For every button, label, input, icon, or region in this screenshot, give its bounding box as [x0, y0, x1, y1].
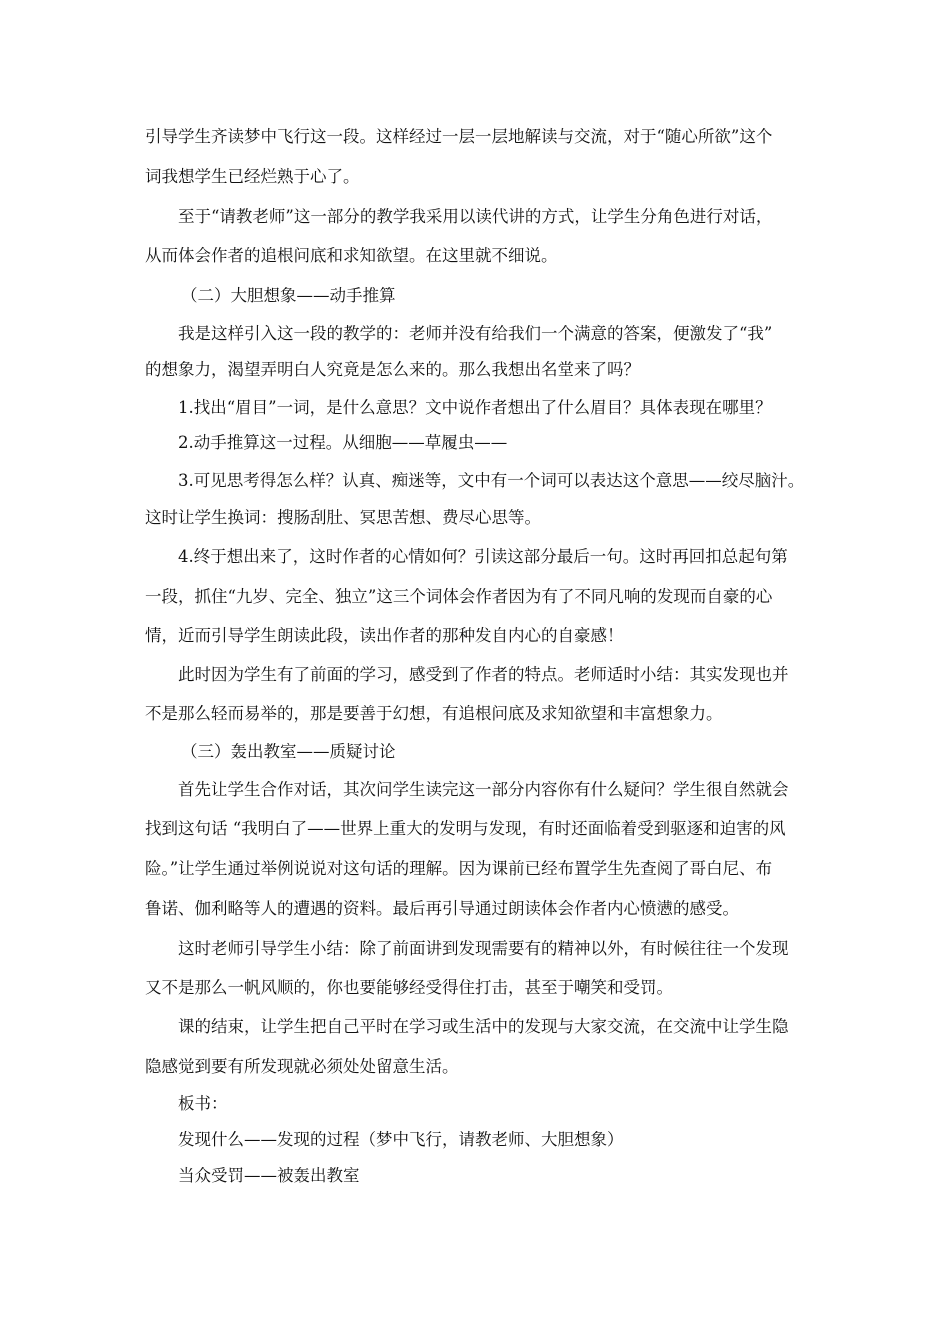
paragraph-line: 首先让学生合作对话，其次问学生读完这一部分内容你有什么疑问？学生很自然就会 [178, 780, 789, 799]
paragraph-line: 不是那么轻而易举的，那是要善于幻想，有追根问底及求知欲望和丰富想象力。 [145, 704, 723, 723]
paragraph-line: 课的结束，让学生把自己平时在学习或生活中的发现与大家交流，在交流中让学生隐 [178, 1017, 789, 1036]
list-item: 2.动手推算这一过程。从细胞——草履虫—— [178, 433, 508, 452]
paragraph-line: 这时让学生换词：搜肠刮肚、冥思苦想、费尽心思等。 [145, 508, 541, 527]
paragraph-line: 引导学生齐读梦中飞行这一段。这样经过一层一层地解读与交流，对于“随心所欲”这个 [145, 127, 773, 146]
paragraph-line: 隐感觉到要有所发现就必须处处留意生活。 [145, 1057, 459, 1076]
paragraph-line: 此时因为学生有了前面的学习，感受到了作者的特点。老师适时小结：其实发现也并 [178, 665, 789, 684]
paragraph-line: 一段，抓住“九岁、完全、独立”这三个词体会作者因为有了不同凡响的发现而自豪的心 [145, 587, 773, 606]
list-item: 3.可见思考得怎么样？认真、痴迷等，文中有一个词可以表达这个意思——绞尽脑汁。 [178, 471, 805, 490]
paragraph-line: 至于“请教老师”这一部分的教学我采用以读代讲的方式，让学生分角色进行对话， [178, 207, 773, 226]
paragraph-line: 情，近而引导学生朗读此段，读出作者的那种发自内心的自豪感！ [145, 626, 624, 645]
paragraph-line: 这时老师引导学生小结：除了前面讲到发现需要有的精神以外，有时候往往一个发现 [178, 939, 789, 958]
paragraph-line: 鲁诺、伽利略等人的遭遇的资料。最后再引导通过朗读体会作者内心愤懑的感受。 [145, 899, 739, 918]
paragraph-line: 我是这样引入这一段的教学的：老师并没有给我们一个满意的答案，便激发了“我” [178, 324, 773, 343]
paragraph-line: 找到这句话 “我明白了——世界上重大的发明与发现，有时还面临着受到驱逐和迫害的风 [145, 819, 786, 838]
paragraph-line: 从而体会作者的追根问底和求知欲望。在这里就不细说。 [145, 246, 558, 265]
section-heading: （二）大胆想象——动手推算 [181, 286, 396, 305]
paragraph-line: 的想象力，渴望弄明白人究竟是怎么来的。那么我想出名堂来了吗？ [145, 360, 640, 379]
paragraph-line: 词我想学生已经烂熟于心了。 [145, 167, 360, 186]
section-heading: （三）轰出教室——质疑讨论 [181, 742, 396, 761]
board-line: 当众受罚——被轰出教室 [178, 1166, 360, 1185]
board-line: 发现什么——发现的过程（梦中飞行，请教老师、大胆想象） [178, 1130, 624, 1149]
paragraph-line: 又不是那么一帆风顺的，你也要能够经受得住打击，甚至于嘲笑和受罚。 [145, 978, 673, 997]
paragraph-line: 险。”让学生通过举例说说对这句话的理解。因为课前已经布置学生先查阅了哥白尼、布 [145, 859, 773, 878]
list-item: 1.找出“眉目”一词，是什么意思？文中说作者想出了什么眉目？具体表现在哪里？ [178, 398, 772, 417]
list-item: 4.终于想出来了，这时作者的心情如何？引读这部分最后一句。这时再回扣总起句第 [178, 547, 788, 566]
board-heading: 板书： [178, 1094, 228, 1113]
